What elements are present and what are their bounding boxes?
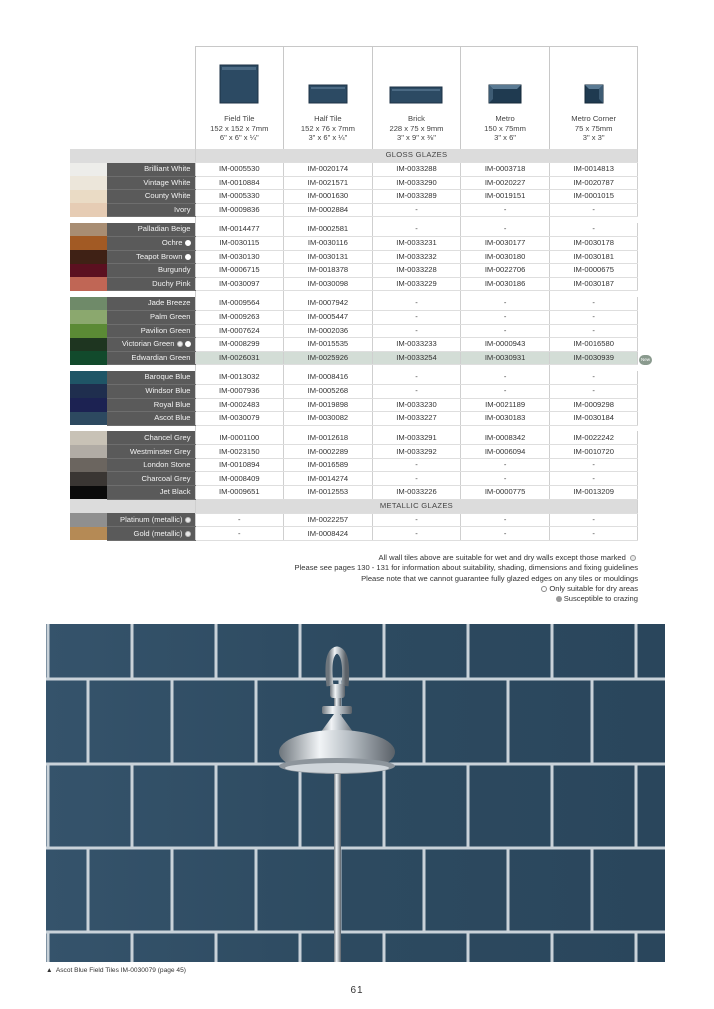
field-tile-image xyxy=(219,64,259,104)
glaze-name: Brilliant White xyxy=(144,164,191,174)
metallic-glazes-section xyxy=(70,499,638,513)
wet-marker-icon xyxy=(177,341,183,347)
glaze-name: Royal Blue xyxy=(153,399,191,409)
glaze-name: Palladian Beige xyxy=(137,224,191,234)
tile-table-container xyxy=(70,46,638,541)
glaze-name-cell xyxy=(107,527,195,541)
glaze-row xyxy=(70,398,638,412)
product-code: - xyxy=(461,297,550,311)
product-code: IM-0030184 xyxy=(549,412,638,426)
glaze-name: Burgundy xyxy=(157,265,191,275)
product-code: IM-0019151 xyxy=(461,190,550,204)
product-code: - xyxy=(195,513,284,527)
product-code: IM-0022242 xyxy=(549,431,638,445)
product-code: IM-0006094 xyxy=(461,445,550,459)
glaze-name-cell xyxy=(107,176,195,190)
legend-craze: Susceptible to crazing xyxy=(78,594,638,604)
product-code: IM-0033289 xyxy=(372,190,461,204)
metro-imperial: 3" x 6" xyxy=(494,133,516,143)
colour-swatch xyxy=(70,513,107,527)
brick-image xyxy=(389,86,443,104)
tile-table-body xyxy=(70,149,638,541)
glaze-name: London Stone xyxy=(143,460,191,470)
product-code: - xyxy=(549,384,638,398)
header-spacer xyxy=(70,47,107,149)
product-code: IM-0002483 xyxy=(195,398,284,412)
product-code: IM-0008342 xyxy=(461,431,550,445)
product-code: IM-0033292 xyxy=(372,445,461,459)
product-code: IM-0013209 xyxy=(549,486,638,500)
product-code: IM-0030939 xyxy=(549,351,638,365)
product-code: - xyxy=(195,527,284,541)
product-code: IM-0021571 xyxy=(284,176,373,190)
glaze-name: Windsor Blue xyxy=(145,386,191,396)
glaze-row xyxy=(70,203,638,217)
product-code: IM-0006715 xyxy=(195,264,284,278)
product-code: IM-0003718 xyxy=(461,163,550,177)
product-code: - xyxy=(461,310,550,324)
colour-swatch xyxy=(70,412,107,426)
section-label: METALLIC GLAZES xyxy=(195,499,638,513)
glaze-name-cell xyxy=(107,236,195,250)
colour-swatch xyxy=(70,310,107,324)
product-code: - xyxy=(461,324,550,338)
colour-swatch xyxy=(70,458,107,472)
notes-block xyxy=(78,553,638,604)
wet-marker-icon xyxy=(185,531,191,537)
product-code: IM-0007624 xyxy=(195,324,284,338)
glaze-row xyxy=(70,445,638,459)
glaze-name: Vintage White xyxy=(143,177,191,187)
product-code: IM-0030130 xyxy=(195,250,284,264)
glaze-row xyxy=(70,412,638,426)
product-code: IM-0033254 xyxy=(372,351,461,365)
product-code: IM-0030183 xyxy=(461,412,550,426)
product-code: IM-0030131 xyxy=(284,250,373,264)
caption-triangle-icon: ▲ xyxy=(46,967,53,974)
colour-swatch xyxy=(70,384,107,398)
glaze-row xyxy=(70,190,638,204)
product-code: IM-0010894 xyxy=(195,458,284,472)
header-field-tile xyxy=(195,47,284,149)
glaze-name: Teapot Brown xyxy=(136,251,183,261)
product-code: IM-0033291 xyxy=(372,431,461,445)
legend-dry: Only suitable for dry areas xyxy=(78,584,638,594)
product-code: - xyxy=(461,472,550,486)
product-code: - xyxy=(549,310,638,324)
product-code: IM-0008299 xyxy=(195,338,284,352)
note-wet-dry: All wall tiles above are suitable for wet and dry walls except those marked xyxy=(78,553,638,563)
product-code: IM-0033227 xyxy=(372,412,461,426)
product-code: - xyxy=(549,297,638,311)
product-code: - xyxy=(372,310,461,324)
glaze-name: Chancel Grey xyxy=(144,432,191,442)
glaze-row xyxy=(70,384,638,398)
new-badge: New xyxy=(639,355,652,365)
product-code: - xyxy=(549,472,638,486)
field-tile-imperial: 6" x 6" x ¼" xyxy=(219,133,259,143)
product-code: IM-0002289 xyxy=(284,445,373,459)
product-code: IM-0021189 xyxy=(461,398,550,412)
product-code: IM-0008424 xyxy=(284,527,373,541)
product-code: - xyxy=(549,324,638,338)
product-code: IM-0030115 xyxy=(195,236,284,250)
product-code: IM-0018378 xyxy=(284,264,373,278)
product-code: IM-0020227 xyxy=(461,176,550,190)
glaze-name-cell xyxy=(107,338,195,352)
glaze-row xyxy=(70,163,638,177)
glaze-name-cell xyxy=(107,513,195,527)
gloss-glazes-section xyxy=(70,149,638,163)
product-code: - xyxy=(461,384,550,398)
section-spacer xyxy=(70,499,107,513)
half-tile-imperial: 3" x 6" x ¼" xyxy=(308,133,348,143)
colour-swatch xyxy=(70,203,107,217)
craze-marker-icon xyxy=(556,596,562,602)
photo-caption: ▲ Ascot Blue Field Tiles IM-0030079 (page 45) xyxy=(46,967,186,974)
product-code: - xyxy=(372,527,461,541)
product-code: IM-0030178 xyxy=(549,236,638,250)
product-code: IM-0012553 xyxy=(284,486,373,500)
metro-corner-metric: 75 x 75mm xyxy=(574,123,613,133)
glaze-name-cell xyxy=(107,223,195,237)
glaze-name-cell xyxy=(107,264,195,278)
product-code: IM-0030116 xyxy=(284,236,373,250)
glaze-name-cell xyxy=(107,351,195,365)
product-code: - xyxy=(372,223,461,237)
glaze-name-cell xyxy=(107,445,195,459)
product-code: - xyxy=(461,513,550,527)
product-code: IM-0030180 xyxy=(461,250,550,264)
product-code: IM-0030079 xyxy=(195,412,284,426)
product-code: IM-0002036 xyxy=(284,324,373,338)
glaze-name: Edwardian Green xyxy=(131,353,191,363)
product-code: IM-0012618 xyxy=(284,431,373,445)
colour-swatch xyxy=(70,250,107,264)
product-code: - xyxy=(372,472,461,486)
glaze-row xyxy=(70,176,638,190)
wet-marker-icon xyxy=(185,517,191,523)
glaze-name-cell xyxy=(107,297,195,311)
product-code: - xyxy=(549,371,638,385)
product-code: IM-0000675 xyxy=(549,264,638,278)
header-metro xyxy=(461,47,550,149)
product-code: IM-0014813 xyxy=(549,163,638,177)
shower-tile-wall-image xyxy=(46,624,665,962)
colour-swatch xyxy=(70,324,107,338)
glaze-name: Jade Breeze xyxy=(147,298,191,308)
product-code: - xyxy=(549,223,638,237)
glaze-name: Platinum (metallic) xyxy=(120,514,183,524)
note-guidelines: Please see pages 130 - 131 for information about suitability, shading, dimensions and fixing guidelines xyxy=(294,563,638,573)
dry-marker-icon xyxy=(185,240,191,246)
product-code: - xyxy=(461,458,550,472)
product-code: IM-0033230 xyxy=(372,398,461,412)
glaze-row xyxy=(70,338,638,352)
glaze-name-cell xyxy=(107,277,195,291)
glaze-name-cell xyxy=(107,324,195,338)
field-tile-name: Field Tile xyxy=(224,114,255,124)
glaze-name-cell xyxy=(107,431,195,445)
colour-swatch xyxy=(70,223,107,237)
product-code: - xyxy=(549,203,638,217)
glaze-row xyxy=(70,527,638,541)
glaze-name: Ascot Blue xyxy=(154,413,191,423)
header-spacer xyxy=(107,47,195,149)
header-brick xyxy=(372,47,461,149)
product-code: IM-0010884 xyxy=(195,176,284,190)
metro-corner-imperial: 3" x 3" xyxy=(582,133,605,143)
note-glazed-edges: Please note that we cannot guarantee fully glazed edges on any tiles or mouldings xyxy=(361,573,638,583)
glaze-name-cell xyxy=(107,458,195,472)
colour-swatch xyxy=(70,264,107,278)
section-spacer xyxy=(107,149,195,163)
half-tile-image xyxy=(308,84,348,104)
product-code: IM-0022706 xyxy=(461,264,550,278)
product-code: IM-0010720 xyxy=(549,445,638,459)
colour-swatch xyxy=(70,190,107,204)
brick-imperial: 3" x 9" x ⅜" xyxy=(397,133,436,143)
product-code: IM-0005447 xyxy=(284,310,373,324)
product-code: - xyxy=(549,513,638,527)
colour-swatch xyxy=(70,371,107,385)
product-code: IM-0033290 xyxy=(372,176,461,190)
colour-swatch xyxy=(70,297,107,311)
colour-swatch xyxy=(70,445,107,459)
product-code: IM-0030177 xyxy=(461,236,550,250)
glaze-name-cell xyxy=(107,384,195,398)
glaze-name: Baroque Blue xyxy=(144,372,191,382)
product-code: IM-0002884 xyxy=(284,203,373,217)
product-code: IM-0007942 xyxy=(284,297,373,311)
glaze-name: Westminster Grey xyxy=(129,446,191,456)
product-code: IM-0030082 xyxy=(284,412,373,426)
glaze-name: Palm Green xyxy=(149,312,191,322)
product-code: - xyxy=(461,203,550,217)
product-code: IM-0005268 xyxy=(284,384,373,398)
glaze-row xyxy=(70,458,638,472)
glaze-name-cell xyxy=(107,472,195,486)
product-code: IM-0016580 xyxy=(549,338,638,352)
colour-swatch xyxy=(70,176,107,190)
product-code: IM-0005330 xyxy=(195,190,284,204)
glaze-name: Ivory xyxy=(174,205,191,215)
product-code: IM-0008409 xyxy=(195,472,284,486)
glaze-name-cell xyxy=(107,250,195,264)
glaze-name: Pavilion Green xyxy=(140,325,191,335)
product-code: IM-0009298 xyxy=(549,398,638,412)
metro-corner-image xyxy=(584,84,604,104)
product-code: IM-0014477 xyxy=(195,223,284,237)
glaze-name-cell xyxy=(107,371,195,385)
glaze-row xyxy=(70,250,638,264)
field-tile-metric: 152 x 152 x 7mm xyxy=(210,123,269,133)
product-code: - xyxy=(372,324,461,338)
product-code: IM-0020787 xyxy=(549,176,638,190)
product-code: IM-0030098 xyxy=(284,277,373,291)
glaze-row xyxy=(70,324,638,338)
product-code: IM-0033232 xyxy=(372,250,461,264)
glaze-name: Jet Black xyxy=(159,487,191,497)
product-code: - xyxy=(372,384,461,398)
glaze-name: Ochre xyxy=(161,238,183,248)
product-code: IM-0033231 xyxy=(372,236,461,250)
colour-swatch xyxy=(70,338,107,352)
metro-metric: 150 x 75mm xyxy=(484,123,526,133)
product-code: IM-0014274 xyxy=(284,472,373,486)
glaze-name-cell xyxy=(107,310,195,324)
glaze-row xyxy=(70,310,638,324)
product-code: - xyxy=(461,527,550,541)
colour-swatch xyxy=(70,431,107,445)
glaze-row xyxy=(70,264,638,278)
glaze-row xyxy=(70,486,638,500)
product-code: IM-0030181 xyxy=(549,250,638,264)
glaze-name: Gold (metallic) xyxy=(133,528,183,538)
section-spacer xyxy=(107,499,195,513)
tile-code-table xyxy=(70,46,638,541)
product-code: IM-0030186 xyxy=(461,277,550,291)
product-code: IM-0023150 xyxy=(195,445,284,459)
glaze-name-cell xyxy=(107,203,195,217)
glaze-row xyxy=(70,297,638,311)
product-code: IM-0020174 xyxy=(284,163,373,177)
product-code: IM-0005530 xyxy=(195,163,284,177)
glaze-row xyxy=(70,236,638,250)
colour-swatch xyxy=(70,163,107,177)
product-code: - xyxy=(549,458,638,472)
product-code: IM-0016589 xyxy=(284,458,373,472)
product-code: - xyxy=(372,513,461,527)
product-code: IM-0009651 xyxy=(195,486,284,500)
section-spacer xyxy=(70,149,107,163)
product-code: IM-0033228 xyxy=(372,264,461,278)
product-code: IM-0007936 xyxy=(195,384,284,398)
colour-swatch xyxy=(70,351,107,365)
product-code: IM-0009564 xyxy=(195,297,284,311)
metro-corner-name: Metro Corner xyxy=(571,114,617,124)
glaze-row xyxy=(70,277,638,291)
product-code: IM-0033226 xyxy=(372,486,461,500)
product-code: - xyxy=(549,527,638,541)
product-code: IM-0009263 xyxy=(195,310,284,324)
product-code: IM-0033233 xyxy=(372,338,461,352)
product-header-row xyxy=(70,47,638,149)
product-code: IM-0030097 xyxy=(195,277,284,291)
glaze-name: County White xyxy=(144,191,191,201)
half-tile-name: Half Tile xyxy=(314,114,342,124)
product-code: IM-0015535 xyxy=(284,338,373,352)
glaze-name: Charcoal Grey xyxy=(141,473,191,483)
dry-marker-icon xyxy=(185,341,191,347)
product-code: IM-0001100 xyxy=(195,431,284,445)
colour-swatch xyxy=(70,486,107,500)
product-code: IM-0009836 xyxy=(195,203,284,217)
header-half-tile xyxy=(284,47,373,149)
glaze-name-cell xyxy=(107,190,195,204)
product-code: IM-0030931 xyxy=(461,351,550,365)
dry-marker-icon xyxy=(541,586,547,592)
product-code: - xyxy=(372,458,461,472)
bathroom-photo xyxy=(46,624,665,962)
glaze-name-cell xyxy=(107,163,195,177)
product-code: IM-0013032 xyxy=(195,371,284,385)
colour-swatch xyxy=(70,527,107,541)
product-code: IM-0025926 xyxy=(284,351,373,365)
colour-swatch xyxy=(70,398,107,412)
product-code: - xyxy=(372,297,461,311)
product-code: IM-0033288 xyxy=(372,163,461,177)
half-tile-metric: 152 x 76 x 7mm xyxy=(300,123,355,133)
dry-marker-icon xyxy=(185,254,191,260)
glaze-row xyxy=(70,513,638,527)
brick-name: Brick xyxy=(408,114,425,124)
product-code: - xyxy=(372,203,461,217)
colour-swatch xyxy=(70,472,107,486)
product-code: IM-0001630 xyxy=(284,190,373,204)
glaze-name-cell xyxy=(107,412,195,426)
glaze-name: Duchy Pink xyxy=(152,279,191,289)
glaze-row xyxy=(70,431,638,445)
product-code: IM-0000775 xyxy=(461,486,550,500)
metro-name: Metro xyxy=(495,114,515,124)
glaze-row xyxy=(70,371,638,385)
glaze-name-cell xyxy=(107,398,195,412)
wet-marker-icon xyxy=(630,555,636,561)
brick-metric: 228 x 75 x 9mm xyxy=(389,123,444,133)
product-code: IM-0026031 xyxy=(195,351,284,365)
product-code: - xyxy=(461,371,550,385)
section-label: GLOSS GLAZES xyxy=(195,149,638,163)
metro-image xyxy=(488,84,522,104)
colour-swatch xyxy=(70,236,107,250)
product-code: - xyxy=(461,223,550,237)
product-code: IM-0000943 xyxy=(461,338,550,352)
product-code: IM-0033229 xyxy=(372,277,461,291)
glaze-name: Victorian Green xyxy=(121,339,175,349)
glaze-row xyxy=(70,223,638,237)
product-code: - xyxy=(372,371,461,385)
header-metro-corner xyxy=(549,47,638,149)
product-code: IM-0019898 xyxy=(284,398,373,412)
product-code: IM-0002581 xyxy=(284,223,373,237)
product-code: IM-0008416 xyxy=(284,371,373,385)
glaze-name-cell xyxy=(107,486,195,500)
product-code: IM-0030187 xyxy=(549,277,638,291)
glaze-row xyxy=(70,472,638,486)
product-code: IM-0022257 xyxy=(284,513,373,527)
colour-swatch xyxy=(70,277,107,291)
glaze-row xyxy=(70,351,638,365)
product-code: IM-0001015 xyxy=(549,190,638,204)
page-number: 61 xyxy=(350,985,364,996)
